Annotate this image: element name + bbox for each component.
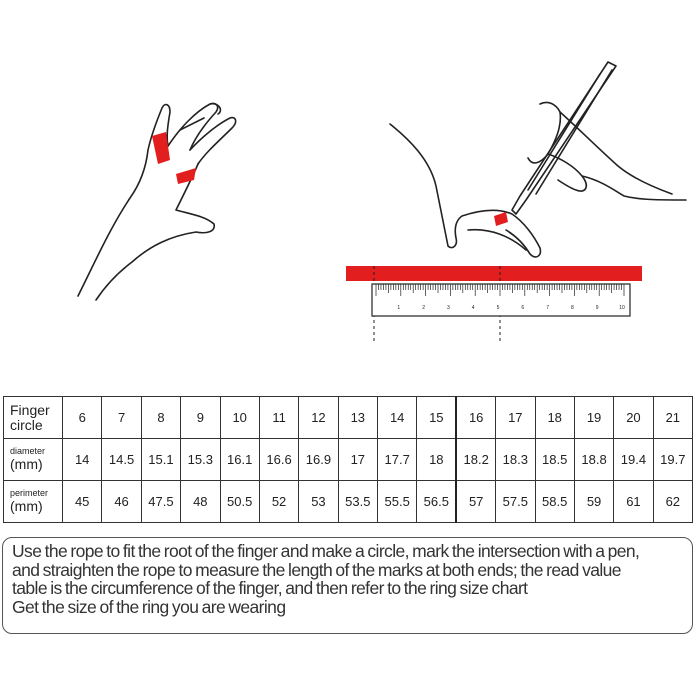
ruler-number: 9 [595,305,599,311]
perimeter-cell: 59 [574,481,613,523]
ruler-number: 1 [397,305,401,311]
diameter-cell: 17 [338,439,377,481]
perimeter-cell: 58.5 [535,481,574,523]
diameter-cell: 17.7 [378,439,417,481]
diameter-row [4,439,693,481]
ruler-number: 4 [471,305,475,311]
perimeter-cell: 56.5 [417,481,456,523]
size-cell: 11 [259,397,298,439]
diameter-cell: 16.6 [259,439,298,481]
size-cell: 18 [535,397,574,439]
size-cell: 6 [63,397,102,439]
diameter-cell: 15.1 [141,439,180,481]
instruction-line: Get the size of the ring you are wearing [12,596,286,617]
size-cell: 16 [456,397,495,439]
perimeter-cell: 46 [102,481,141,523]
ruler-number: 5 [496,305,500,311]
ruler-number: 2 [422,305,425,311]
finger-circle-header: Finger circle [4,397,63,439]
pen-mark [494,212,508,226]
perimeter-cell: 48 [181,481,220,523]
instruction-line: table is the circumference of the finger, and then refer to the ring size chart [12,578,528,598]
perimeter-cell: 53 [299,481,338,523]
size-cell: 10 [220,397,259,439]
ruler-number: 10 [619,305,625,311]
size-cell: 20 [614,397,653,439]
size-cell: 15 [417,397,456,439]
diameter-cell: 18 [417,439,456,481]
ruler-number: 3 [447,305,450,311]
diameter-cell: 16.9 [299,439,338,481]
diameter-cell: 14.5 [102,439,141,481]
perimeter-cell: 55.5 [378,481,417,523]
diameter-cell: 16.1 [220,439,259,481]
perimeter-cell: 53.5 [338,481,377,523]
rope-strip [346,266,642,281]
rope-wrap-mark-2 [176,168,196,184]
size-cell: 17 [496,397,535,439]
diameter-header: diameter (mm) [4,439,63,481]
perimeter-cell: 61 [614,481,653,523]
diameter-cell: 18.8 [574,439,613,481]
perimeter-cell: 57 [456,481,495,523]
left-hand-illustration [78,103,236,300]
diameter-cell: 19.7 [653,439,692,481]
diameter-cell: 18.2 [456,439,495,481]
instructions-box [2,537,693,634]
diameter-cell: 18.3 [496,439,535,481]
size-cell: 13 [338,397,377,439]
perimeter-cell: 62 [653,481,692,523]
diameter-cell: 19.4 [614,439,653,481]
size-cell: 12 [299,397,338,439]
perimeter-cell: 57.5 [496,481,535,523]
size-cell: 14 [378,397,417,439]
perimeter-cell: 52 [259,481,298,523]
size-cell: 8 [141,397,180,439]
size-cell: 7 [102,397,141,439]
hand-with-pen-illustration [390,62,686,257]
diameter-cell: 18.5 [535,439,574,481]
diameter-cell: 15.3 [181,439,220,481]
size-cell: 19 [574,397,613,439]
instruction-line: and straighten the rope to measure the length of the marks at both ends; the read value [12,559,621,580]
size-row [4,397,693,439]
perimeter-cell: 47.5 [141,481,180,523]
perimeter-row [4,481,693,523]
size-cell: 9 [181,397,220,439]
size-cell: 21 [653,397,692,439]
perimeter-header: perimeter (mm) [4,481,63,523]
ruler-number: 7 [546,305,549,311]
ruler-number: 8 [571,305,574,311]
diameter-cell: 14 [63,439,102,481]
perimeter-cell: 50.5 [220,481,259,523]
perimeter-cell: 45 [63,481,102,523]
ruler-number: 6 [521,305,525,311]
ring-size-table [3,396,693,523]
instruction-line: Use the rope to fit the root of the finger and make a circle, mark the intersection with a pen, [12,541,640,561]
